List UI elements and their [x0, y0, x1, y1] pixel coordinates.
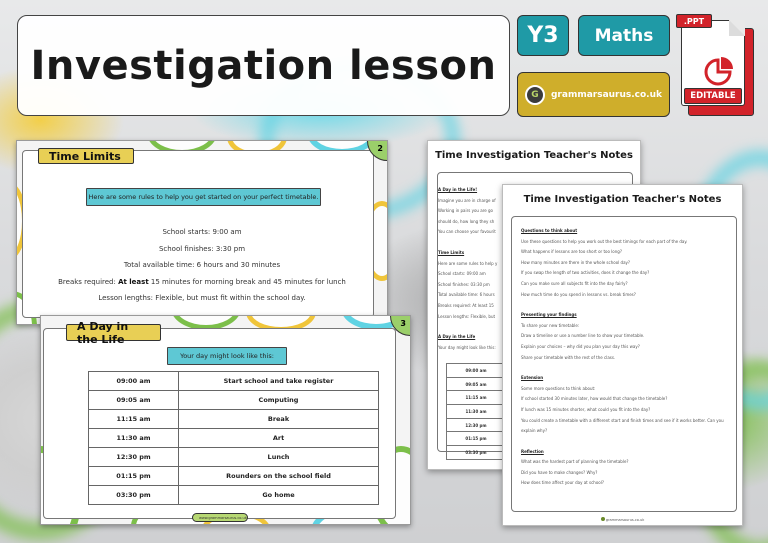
table-row	[89, 467, 379, 486]
section-heading: Extension	[521, 375, 544, 381]
rule-total-time: Total available time: 6 hours and 30 minutes	[123, 261, 281, 269]
instruction-callout: Your day might look like this:	[167, 347, 287, 365]
dinosaur-logo-icon: G	[525, 85, 545, 105]
slide-time-limits	[16, 140, 388, 325]
time-cell: 03:30 pm	[89, 486, 179, 505]
slide-title: A Day in the Life	[66, 324, 161, 341]
activity-cell: Rounders on the school field	[179, 467, 379, 486]
slide-footer-pill	[192, 513, 248, 522]
subject-badge: Maths	[578, 15, 670, 56]
activity-cell: Break	[179, 410, 379, 429]
section-heading: Questions to think about	[521, 228, 578, 233]
schedule-table	[88, 371, 379, 505]
table-row	[89, 429, 379, 448]
time-cell: 01:15 pm	[89, 467, 179, 486]
ppt-file-icon	[676, 14, 758, 118]
section-heading: Time Limits	[438, 249, 465, 255]
time-cell: 09:05 am	[89, 391, 179, 410]
doc-text: A Day in the Life! Imagine you are in charge of Working in pairs you are go should do, how long they sh You can choose your favourit Time Limits Here are some rules to help y School starts: 09:00 am School finishes: 03:30 pm Total available time: 6 hours Breaks required: At least 15 Lesson lengths: Flexible, but A Day in the Life Your day might look like this:	[438, 185, 508, 353]
rule-breaks: Breaks required: At least 15 minutes for morning break and 45 minutes for lunch	[58, 277, 346, 286]
footer-url: www.grammarsaurus.co.uk	[199, 515, 247, 520]
title-banner	[17, 15, 510, 116]
table-row	[89, 448, 379, 467]
slide-title: Time Limits	[38, 148, 134, 164]
activity-cell: Computing	[179, 391, 379, 410]
doc-footer	[503, 517, 742, 522]
activity-cell: Art	[179, 429, 379, 448]
year-badge: Y3	[517, 15, 569, 56]
table-row	[89, 372, 379, 391]
table-row	[89, 486, 379, 505]
time-cell: 11:15 am	[89, 410, 179, 429]
table-row	[89, 410, 379, 429]
section-heading: Presenting your findings	[521, 312, 577, 318]
dinosaur-logo-icon	[601, 517, 605, 521]
time-cell: 09:00 am	[89, 372, 179, 391]
brand-badge	[517, 72, 670, 117]
teacher-notes-page-2	[502, 184, 743, 526]
slide-number: 3	[390, 316, 410, 336]
editable-label: EDITABLE	[684, 88, 742, 104]
slide-number: 2	[367, 141, 387, 161]
time-cell: 12:30 pm	[89, 448, 179, 467]
instruction-callout: Here are some rules to help you get started on your perfect timetable.	[86, 188, 321, 206]
slide-day-in-the-life	[40, 315, 411, 525]
activity-cell: Lunch	[179, 448, 379, 467]
section-heading: A Day in the Life	[438, 334, 476, 340]
table-row	[89, 391, 379, 410]
rule-finish: School finishes: 3:30 pm	[158, 244, 246, 253]
section-heading: Reflection	[521, 448, 544, 454]
page-fold-icon	[729, 20, 745, 36]
brand-name: grammarsaurus.co.uk	[550, 89, 662, 100]
section-heading: A Day in the Life!	[438, 187, 478, 192]
rule-lesson-lengths: Lesson lengths: Flexible, but must fit within the school day.	[98, 294, 306, 302]
activity-cell: Start school and take register	[179, 372, 379, 391]
rule-start: School starts: 9:00 am	[162, 228, 242, 236]
doc-text: Questions to think about Use these questions to help you work out the best timings for each part of the day. What happens if lessons are too short or too long? How many minutes are there in the whole school day? If you swap the length of two activities, does it change the day? Can you make sure all subjects fit into the day fairly? How much time do you spend in lessons vs. break times? Presenting your findings To share your new timetable: Draw a timeline or use a number line to show your timetable. Explain your choices – why did you plan your day this way? Share your timetable with the rest of the class. Extension Some more questions to think about: If school started 30 minutes later, how would that change the timetable? If lunch was 15 minutes shorter, what could you fit into the day? You could create a timetable with a different start and finish times and see if it works better. Can you explain why? Reflection What was the hardest part of planning the timetable? Did you have to make changes? Why? How does time affect your day at school?	[521, 226, 734, 489]
rules-list	[17, 224, 387, 307]
time-cell: 11:30 am	[89, 429, 179, 448]
page-title: Investigation lesson	[30, 42, 497, 89]
pie-chart-icon	[704, 54, 736, 86]
activity-cell: Go home	[179, 486, 379, 505]
doc-title: Time Investigation Teacher's Notes	[523, 194, 722, 205]
ppt-tag: .PPT	[676, 14, 712, 28]
mini-schedule-table: 09:00 am 09:05 am 11:15 am 11:30 am 12:30 pm 01:15 pm 03:30 pm	[446, 363, 506, 460]
doc-title: Time Investigation Teacher's Notes	[435, 150, 633, 161]
footer-url: grammarsaurus.co.uk	[605, 518, 645, 522]
